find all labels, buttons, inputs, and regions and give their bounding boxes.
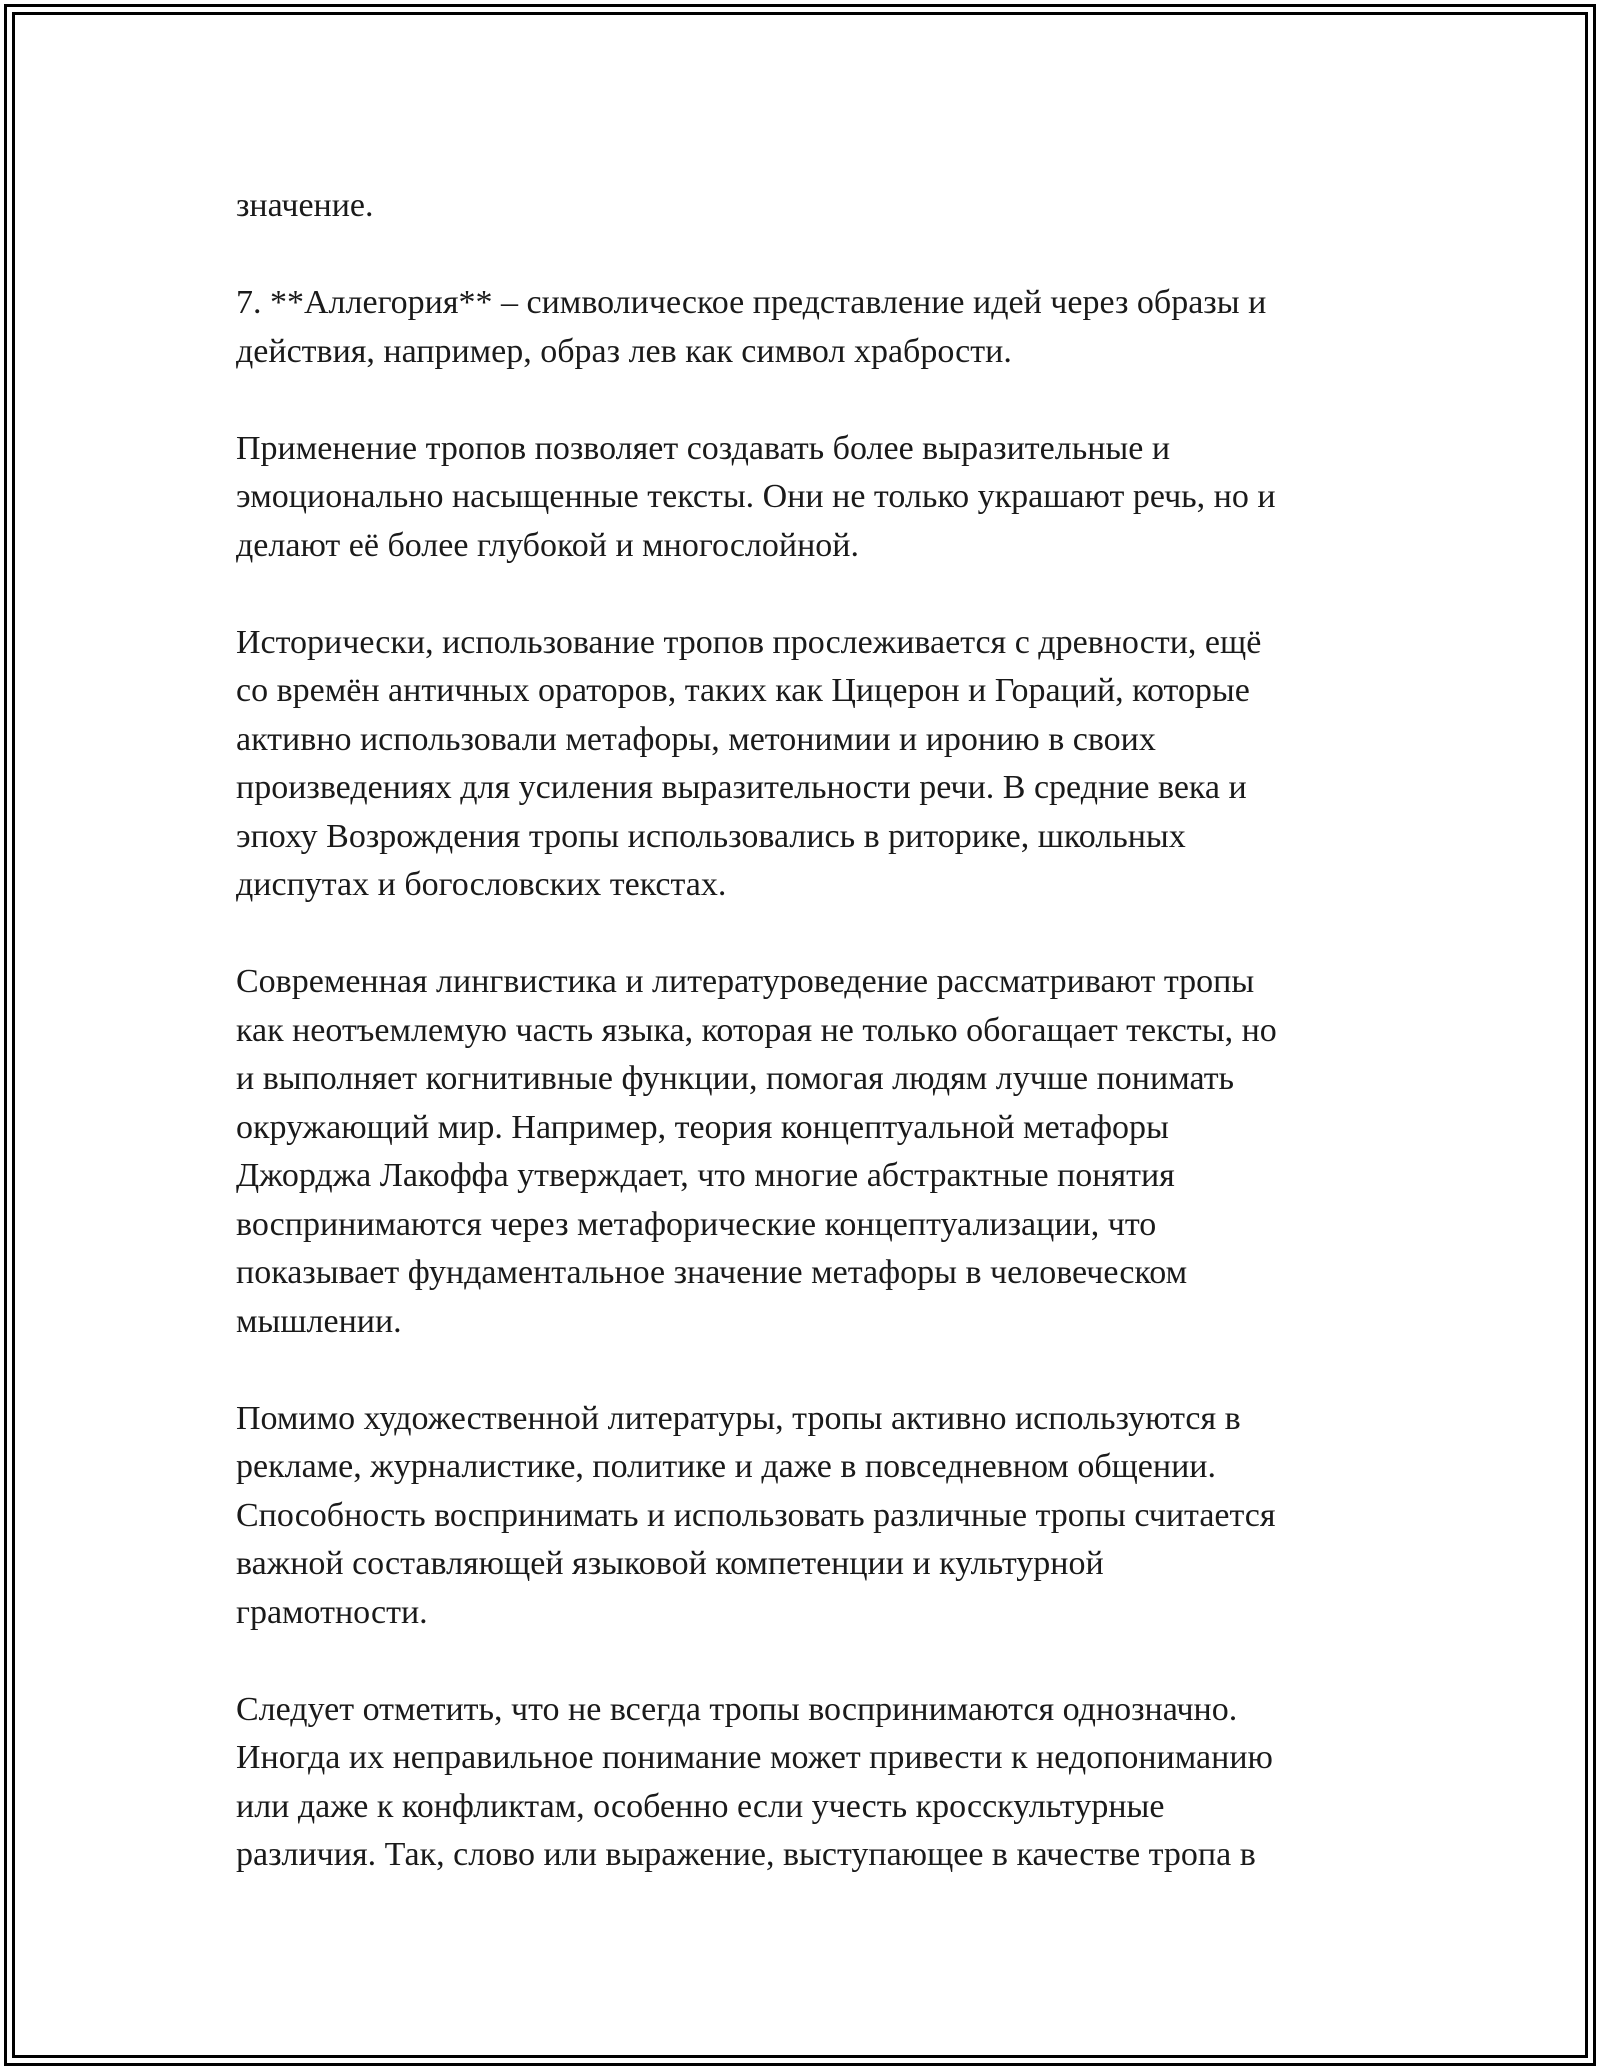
- text-line: активно использовали метафоры, метонимии и иронию в своих: [236, 720, 1156, 758]
- text-line: действия, например, образ лев как символ храбрости.: [236, 332, 1012, 370]
- text-line: эмоционально насыщенные тексты. Они не только украшают речь, но и: [236, 478, 1276, 515]
- text-line: эпоху Возрождения тропы использовались в риторике, школьных: [236, 817, 1186, 855]
- paragraph: [236, 619, 1396, 910]
- text-line: как неотъемлемую часть языка, которая не только обогащает тексты, но: [236, 1011, 1277, 1049]
- text-line: Способность воспринимать и использовать различные тропы считается: [236, 1496, 1276, 1534]
- text-line: или даже к конфликтам, особенно если учесть кросскультурные: [236, 1787, 1165, 1825]
- text-line: делают её более глубокой и многослойной.: [236, 526, 859, 564]
- text-line: воспринимаются через метафорические концептуализации, что: [236, 1205, 1157, 1243]
- text-line: со времён античных ораторов, таких как Цицерон и Гораций, которые: [236, 672, 1250, 709]
- text-line: различия. Так, слово или выражение, выступающее в качестве тропа в: [236, 1836, 1256, 1873]
- text-line: грамотности.: [236, 1593, 428, 1631]
- text-line: Современная лингвистика и литературоведение рассматривают тропы: [236, 963, 1255, 1000]
- text-line: показывает фундаментальное значение метафоры в человеческом: [236, 1254, 1188, 1291]
- text-line: мышлении.: [236, 1302, 402, 1340]
- text-line: значение.: [236, 187, 374, 224]
- paragraph: [236, 1686, 1396, 1880]
- text-line: рекламе, журналистике, политике и даже в повседневном общении.: [236, 1448, 1216, 1485]
- document-body: [236, 182, 1396, 1928]
- paragraph: [236, 279, 1396, 376]
- text-line: и выполняет когнитивные функции, помогая людям лучше понимать: [236, 1060, 1235, 1097]
- text-line: Следует отметить, что не всегда тропы воспринимаются однозначно.: [236, 1690, 1238, 1728]
- text-line: Иногда их неправильное понимание может привести к недопониманию: [236, 1739, 1273, 1776]
- paragraph: [236, 958, 1396, 1346]
- text-line: произведениях для усиления выразительности речи. В средние века и: [236, 769, 1247, 806]
- text-line: Исторически, использование тропов прослеживается с древности, ещё: [236, 623, 1262, 661]
- text-line: Применение тропов позволяет создавать более выразительные и: [236, 429, 1171, 467]
- paragraph: [236, 425, 1396, 571]
- text-line: диспутах и богословских текстах.: [236, 866, 727, 903]
- paragraph: [236, 1395, 1396, 1638]
- text-line: Джорджа Лакоффа утверждает, что многие абстрактные понятия: [236, 1157, 1175, 1194]
- text-line: окружающий мир. Например, теория концептуальной метафоры: [236, 1108, 1169, 1146]
- text-line: 7. **Аллегория** – символическое представление идей через образы и: [236, 284, 1267, 321]
- text-line: важной составляющей языковой компетенции и культурной: [236, 1545, 1104, 1582]
- text-line: Помимо художественной литературы, тропы активно используются в: [236, 1399, 1241, 1437]
- paragraph: [236, 182, 1396, 231]
